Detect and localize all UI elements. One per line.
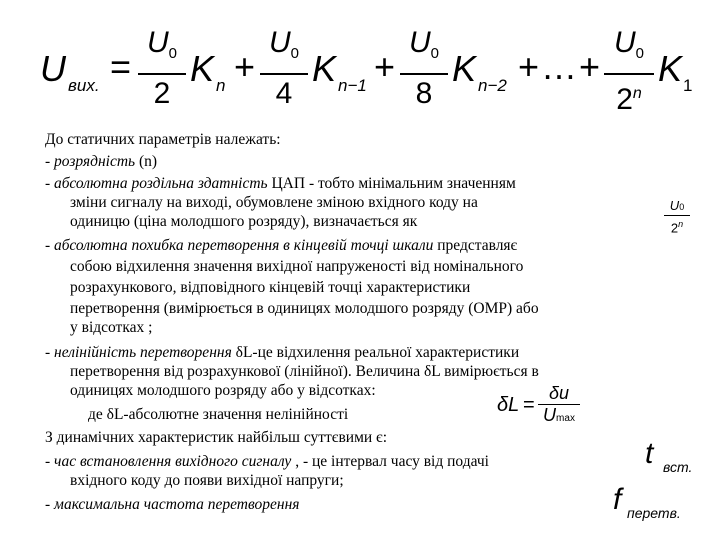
resolution-formula: U0 2$^n$ (664, 199, 690, 235)
text-line-4: зміни сигналу на виході, обумовлене зміною вхідного коду на (70, 194, 478, 211)
text-line-16: - час встановлення вихідного сигналу , - це інтервал часу від подачі (45, 453, 489, 470)
formula-term-2-coef: K (312, 48, 337, 89)
formula-term-4-fraction: $U_0$ 2$^n$ (604, 26, 654, 117)
formula-term-3-coef: K (452, 48, 477, 89)
formula-term-1-fraction: $U_0$ 2 (138, 26, 186, 111)
formula-term-4-coef-sub: 1 (683, 76, 693, 95)
text-line-3: - абсолютна роздільна здатність ЦАП - тобто мінімальним значенням (45, 175, 516, 192)
text-line-14: де δL-абсолютне значення нелінійності (88, 406, 349, 423)
settling-time-sub: вст. (663, 459, 693, 475)
nonlinearity-equals: = (523, 394, 535, 416)
formula-term-3-coef-sub: n−2 (478, 76, 507, 95)
nonlinearity-fraction: δu Umax (538, 384, 580, 428)
formula-plus-2: + (374, 46, 396, 87)
text-line-2: - розрядність (n) (45, 153, 158, 170)
formula-equals: = (110, 46, 132, 87)
formula-term-2-coef-sub: n−1 (338, 76, 367, 95)
formula-lhs-sub: вих. (68, 76, 100, 95)
text-line-11: - нелінійність перетворення δL-це відхилення реальної характеристики (45, 344, 520, 361)
formula-ellipsis: +…+ (518, 46, 603, 87)
formula-plus-1: + (234, 46, 256, 87)
max-frequency-var: f (613, 483, 622, 516)
settling-time-var: t (645, 437, 654, 470)
formula-term-3-fraction: $U_0$ 8 (400, 26, 448, 111)
formula-term-1-coef-sub: n (216, 76, 226, 95)
text-line-15: З динамічних характеристик найбільш суттєвими є: (45, 429, 388, 446)
text-line-5: одиницю (ціна молодшого розряду), визначається як (70, 213, 418, 230)
text-line-7: собою відхилення значення вихідної напруженості від номінального (70, 258, 524, 275)
text-line-13: одиницях молодшого розряду або у відсотках: (70, 382, 376, 399)
text-line-12: перетворення від розрахункової (лінійної). Величина δL вимірюється в (70, 363, 539, 380)
formula-lhs-var: U (40, 48, 66, 89)
formula-term-2-fraction: $U_0$ 4 (260, 26, 308, 111)
text-line-8: розрахункового, відповідного кінцевій точці характеристики (70, 279, 471, 296)
text-line-9: перетворення (вимірюється в одиницях молодшого розряду (ОМР) або (70, 300, 539, 317)
text-line-6: - абсолютна похибка перетворення в кінцевій точці шкали представляє (45, 237, 518, 254)
text-line-1: До статичних параметрів належать: (45, 131, 281, 148)
nonlinearity-lhs: δL (497, 394, 520, 416)
formula-term-4-coef: K (658, 48, 683, 89)
max-frequency-sub: перетв. (627, 505, 681, 521)
conversion-formula (38, 26, 708, 116)
text-line-10: у відсотках ; (70, 319, 153, 336)
text-line-18: - максимальна частота перетворення (45, 496, 300, 513)
text-line-17: вхідного коду до появи вихідної напруги; (70, 472, 344, 489)
formula-term-1-coef: K (190, 48, 215, 89)
